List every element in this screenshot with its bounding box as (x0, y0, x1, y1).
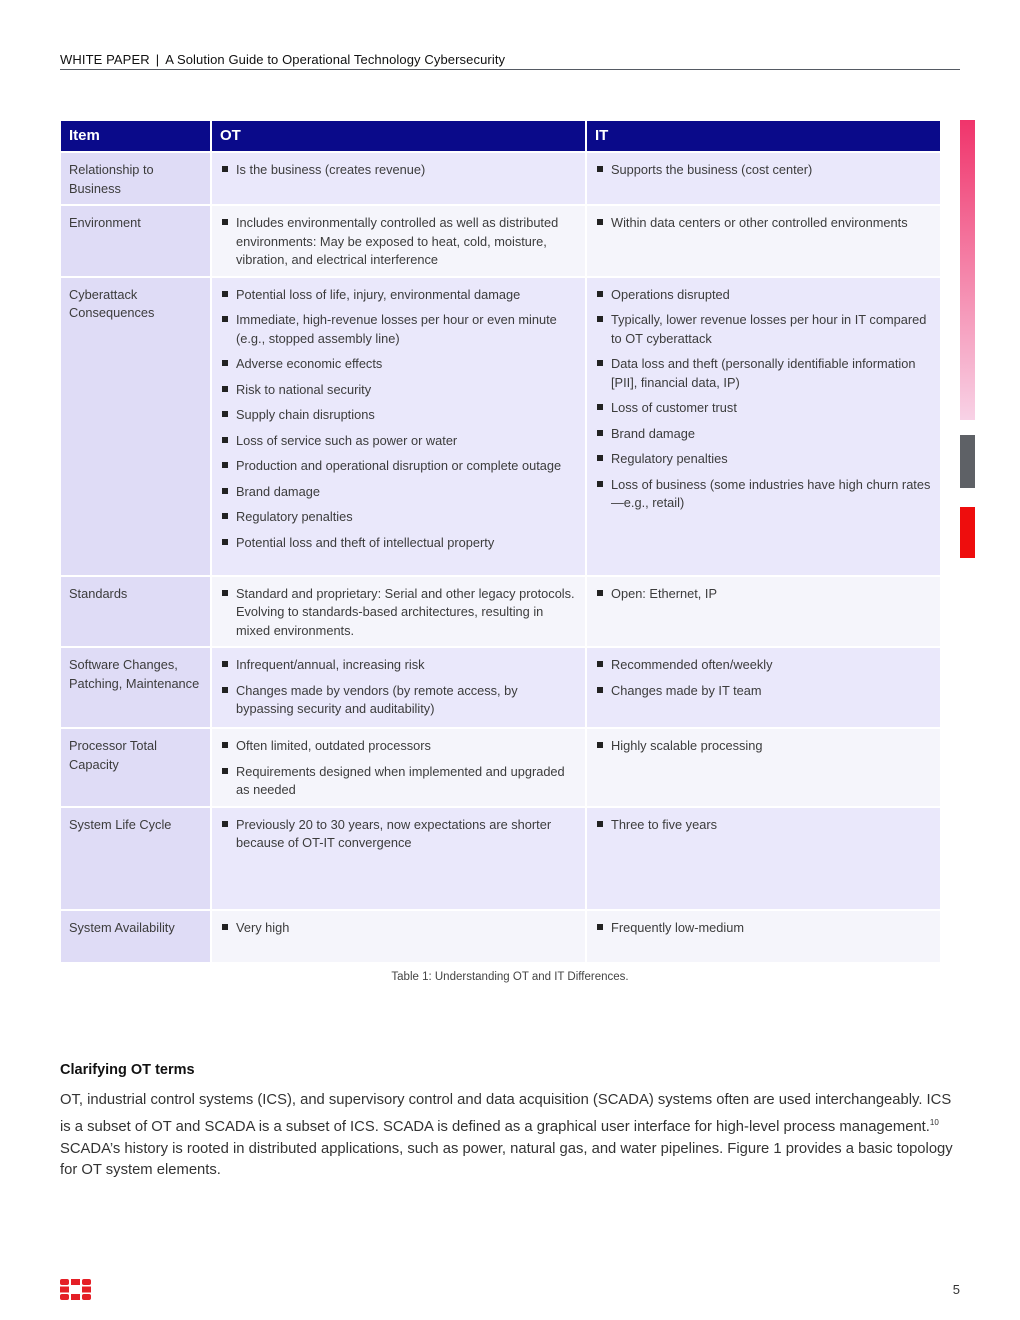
section-title: Clarifying OT terms (60, 1062, 195, 1078)
list-item: Within data centers or other controlled environments (595, 214, 932, 233)
row-ot-cell (211, 576, 586, 648)
header-rule (60, 69, 960, 70)
list-item: Infrequent/annual, increasing risk (220, 656, 577, 675)
list-item: Typically, lower revenue losses per hour in IT compared to OT cyberattack (595, 311, 932, 348)
paragraph-part-2: SCADA’s history is rooted in distributed applications, such as power, natural gas, and water pipelines. Figure 1 provides a basic topology for OT system elements. (60, 1140, 953, 1179)
list-item: Data loss and theft (personally identifiable information [PII], financial data, IP) (595, 355, 932, 392)
list-item: Frequently low-medium (595, 919, 932, 938)
list-item: Open: Ethernet, IP (595, 585, 932, 604)
row-ot-cell (211, 277, 586, 576)
list-item: Three to five years (595, 816, 932, 835)
row-it-cell (586, 910, 940, 962)
row-item-label: Standards (61, 576, 211, 648)
list-item: Potential loss and theft of intellectual property (220, 534, 577, 553)
list-item: Brand damage (595, 425, 932, 444)
it-bullet-list (595, 585, 932, 604)
row-it-cell (586, 576, 940, 648)
table-row (61, 576, 940, 648)
list-item: Potential loss of life, injury, environmental damage (220, 286, 577, 305)
row-item-label: Cyberattack Consequences (61, 277, 211, 576)
row-item-label: Relationship to Business (61, 152, 211, 205)
it-bullet-list (595, 919, 932, 938)
list-item: Recommended often/weekly (595, 656, 932, 675)
footnote-ref: 10 (929, 1117, 939, 1127)
list-item: Is the business (creates revenue) (220, 161, 577, 180)
row-it-cell (586, 152, 940, 205)
row-ot-cell (211, 205, 586, 277)
list-item: Very high (220, 919, 577, 938)
row-item-label: System Life Cycle (61, 807, 211, 910)
row-item-label: System Availability (61, 910, 211, 962)
list-item: Changes made by vendors (by remote access, by bypassing security and auditability) (220, 682, 577, 719)
column-header-it: IT (586, 121, 940, 152)
list-item: Supply chain disruptions (220, 406, 577, 425)
row-it-cell (586, 807, 940, 910)
row-item-label: Software Changes, Patching, Maintenance (61, 647, 211, 728)
it-bullet-list (595, 816, 932, 835)
ot-bullet-list (220, 161, 577, 180)
list-item: Loss of customer trust (595, 399, 932, 418)
section-paragraph (60, 1090, 960, 1182)
list-item: Loss of service such as power or water (220, 432, 577, 451)
table-row (61, 910, 940, 962)
row-ot-cell (211, 910, 586, 962)
list-item: Includes environmentally controlled as well as distributed environments: May be exposed to heat, cold, moisture, vibration, and electrical interference (220, 214, 577, 270)
list-item: Supports the business (cost center) (595, 161, 932, 180)
table-header-row (61, 121, 940, 152)
row-ot-cell (211, 152, 586, 205)
page-header (60, 52, 960, 67)
row-it-cell (586, 647, 940, 728)
header-separator: | (155, 52, 160, 67)
table-row (61, 647, 940, 728)
it-bullet-list (595, 161, 932, 180)
column-header-item: Item (61, 121, 211, 152)
list-item: Adverse economic effects (220, 355, 577, 374)
row-ot-cell (211, 728, 586, 807)
table-row (61, 152, 940, 205)
list-item: Previously 20 to 30 years, now expectations are shorter because of OT-IT convergence (220, 816, 577, 853)
accent-bar-red (960, 507, 975, 558)
accent-bar-pink (960, 120, 975, 420)
ot-bullet-list (220, 656, 577, 719)
list-item: Changes made by IT team (595, 682, 932, 701)
ot-bullet-list (220, 585, 577, 641)
fortinet-logo-icon (60, 1279, 91, 1300)
list-item: Production and operational disruption or complete outage (220, 457, 577, 476)
ot-bullet-list (220, 286, 577, 553)
paragraph-part-1: OT, industrial control systems (ICS), and supervisory control and data acquisition (SCADA) systems often are used interchangeably. ICS is a subset of OT and SCADA is a subset of ICS. SCADA is defined as a graphical user interface for high-level process management. (60, 1092, 952, 1135)
list-item: Brand damage (220, 483, 577, 502)
list-item: Regulatory penalties (595, 450, 932, 469)
list-item: Requirements designed when implemented and upgraded as needed (220, 763, 577, 800)
column-header-ot: OT (211, 121, 586, 152)
row-item-label: Environment (61, 205, 211, 277)
table-caption: Table 1: Understanding OT and IT Differences. (391, 971, 629, 983)
ot-bullet-list (220, 214, 577, 270)
row-ot-cell (211, 647, 586, 728)
ot-it-comparison-table (61, 121, 940, 962)
row-item-label: Processor Total Capacity (61, 728, 211, 807)
page-number: 5 (952, 1282, 960, 1297)
row-it-cell (586, 205, 940, 277)
list-item: Immediate, high-revenue losses per hour or even minute (e.g., stopped assembly line) (220, 311, 577, 348)
header-title: A Solution Guide to Operational Technology Cybersecurity (165, 52, 506, 67)
it-bullet-list (595, 656, 932, 700)
it-bullet-list (595, 286, 932, 513)
list-item: Operations disrupted (595, 286, 932, 305)
ot-bullet-list (220, 737, 577, 800)
list-item: Loss of business (some industries have high churn rates—e.g., retail) (595, 476, 932, 513)
list-item: Highly scalable processing (595, 737, 932, 756)
it-bullet-list (595, 214, 932, 233)
accent-bar-gray (960, 435, 975, 488)
ot-bullet-list (220, 816, 577, 853)
table-row (61, 277, 940, 576)
table-row (61, 807, 940, 910)
table-row (61, 728, 940, 807)
row-it-cell (586, 277, 940, 576)
list-item: Regulatory penalties (220, 508, 577, 527)
table-row (61, 205, 940, 277)
list-item: Standard and proprietary: Serial and other legacy protocols. Evolving to standards-based architectures, resulting in mixed environments. (220, 585, 577, 641)
list-item: Often limited, outdated processors (220, 737, 577, 756)
table-body (61, 152, 940, 962)
ot-bullet-list (220, 919, 577, 938)
list-item: Risk to national security (220, 381, 577, 400)
header-label: WHITE PAPER (60, 52, 150, 67)
it-bullet-list (595, 737, 932, 756)
row-it-cell (586, 728, 940, 807)
row-ot-cell (211, 807, 586, 910)
